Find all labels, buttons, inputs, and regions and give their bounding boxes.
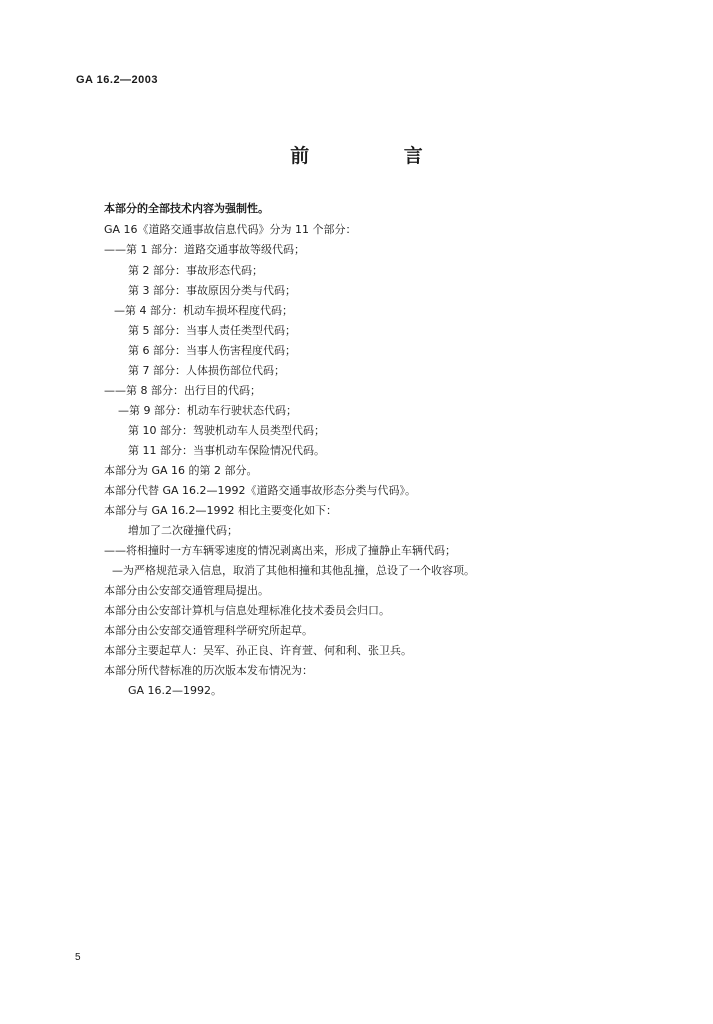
text-line: 本部分由公安部交通管理局提出。 — [104, 584, 269, 597]
text-line: 本部分代替 GA 16.2—1992《道路交通事故形态分类与代码》。 — [104, 484, 417, 497]
text-line: 本部分为 GA 16 的第 2 部分。 — [104, 464, 258, 477]
list-item: 第 11 部分：当事机动车保险情况代码。 — [128, 444, 325, 457]
list-item: ——第 1 部分：道路交通事故等级代码； — [104, 243, 305, 256]
page-number: 5 — [75, 952, 81, 963]
list-item: 第 10 部分：驾驶机动车人员类型代码； — [128, 424, 325, 437]
text-line: 本部分所代替标准的历次版本发布情况为： — [104, 664, 313, 677]
list-item: ——将相撞时一方车辆零速度的情况剥离出来，形成了撞静止车辆代码； — [104, 544, 456, 557]
text-line: 本部分与 GA 16.2—1992 相比主要变化如下： — [104, 504, 338, 517]
text-line: 本部分由公安部计算机与信息处理标准化技术委员会归口。 — [104, 604, 390, 617]
text-line: 本部分的全部技术内容为强制性。 — [104, 202, 269, 215]
standard-number-header: GA 16.2—2003 — [76, 74, 159, 86]
list-item: ——第 8 部分：出行目的代码； — [104, 384, 261, 397]
text-line: 本部分主要起草人：吴军、孙正良、许育萱、何和利、张卫兵。 — [104, 644, 412, 657]
text-line: GA 16.2—1992。 — [128, 684, 223, 697]
list-item: 增加了二次碰撞代码； — [128, 524, 238, 537]
list-item: 第 2 部分：事故形态代码； — [128, 264, 263, 277]
text-line: GA 16《道路交通事故信息代码》分为 11 个部分： — [104, 223, 357, 236]
list-item: —为严格规范录入信息，取消了其他相撞和其他乱撞，总设了一个收容项。 — [112, 564, 475, 577]
list-item: 第 7 部分：人体损伤部位代码； — [128, 364, 285, 377]
list-item: 第 3 部分：事故原因分类与代码； — [128, 284, 296, 297]
list-item: —第 4 部分：机动车损坏程度代码； — [114, 304, 293, 317]
list-item: —第 9 部分：机动车行驶状态代码； — [118, 404, 297, 417]
page-title: 前 言 — [290, 145, 467, 167]
list-item: 第 6 部分：当事人伤害程度代码； — [128, 344, 296, 357]
list-item: 第 5 部分：当事人责任类型代码； — [128, 324, 296, 337]
text-line: 本部分由公安部交通管理科学研究所起草。 — [104, 624, 313, 637]
